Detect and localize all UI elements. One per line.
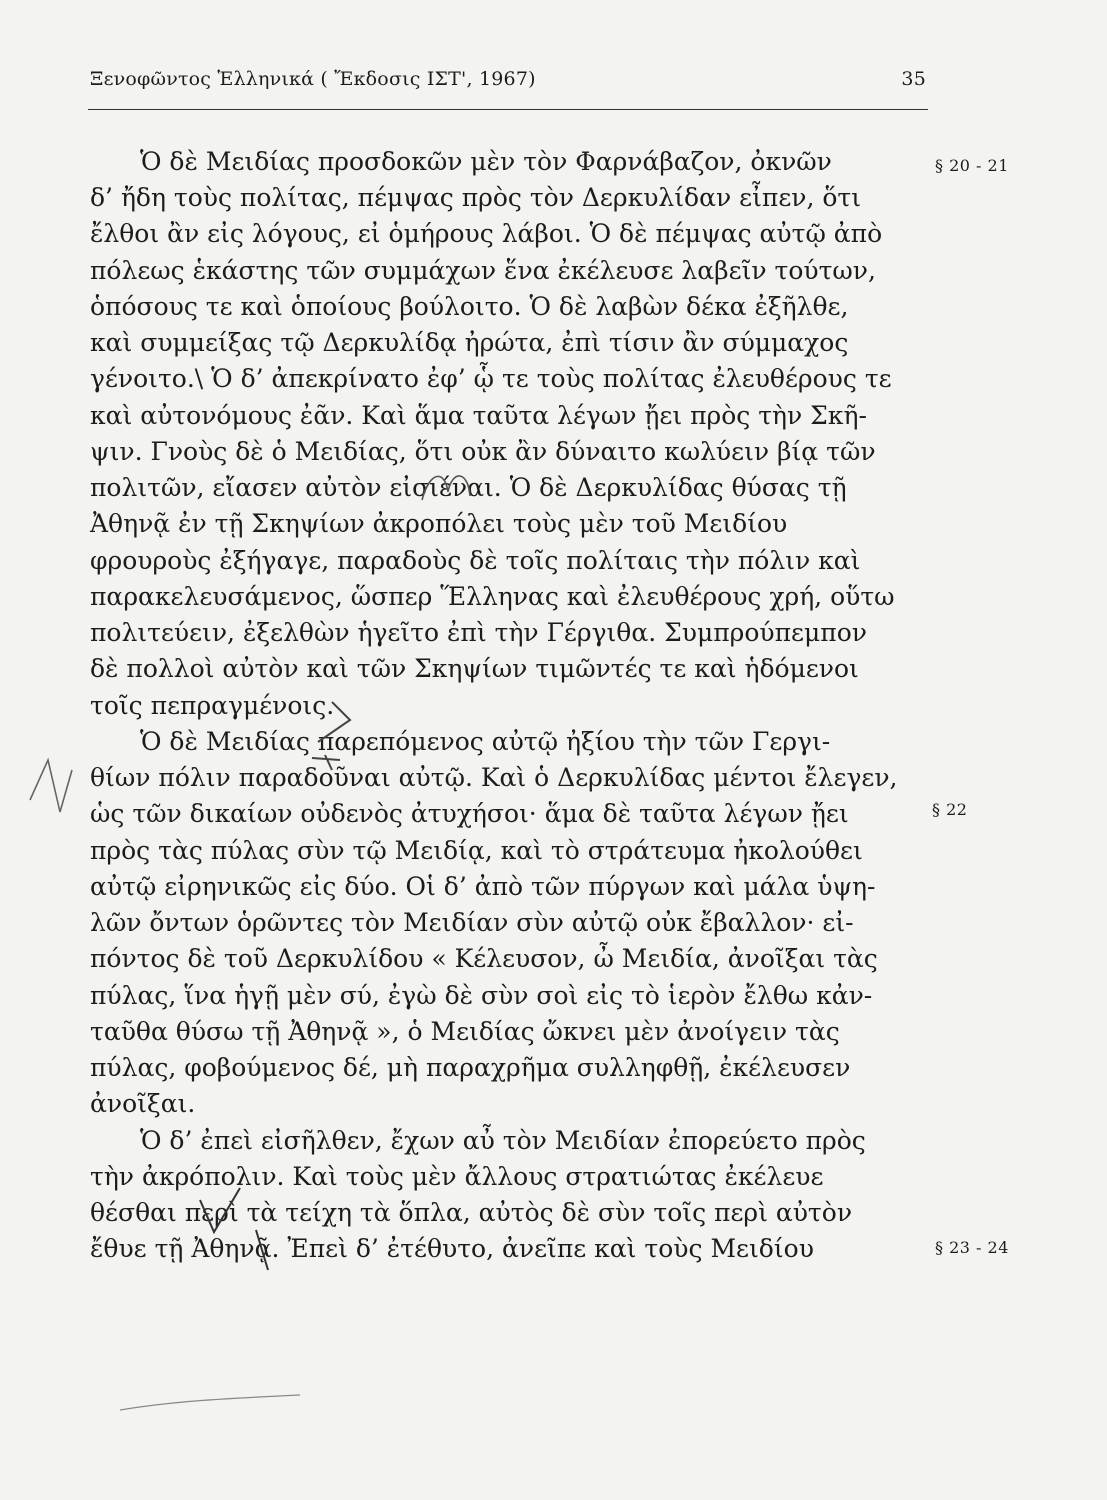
text-line: πολιτεύειν, ἐξελθὼν ἡγεῖτο ἐπὶ τὴν Γέργιθα. Συμπρούπεμπον — [90, 618, 867, 647]
text-line: Ὁ δὲ Μειδίας προσδοκῶν μὲν τὸν Φαρνάβαζον, ὀκνῶν — [140, 147, 832, 176]
text-line: ἔλθοι ἂν εἰς λόγους, εἰ ὁμήρους λάβοι. Ὁ δὲ πέμψας αὐτῷ ἀπὸ — [90, 219, 883, 248]
running-head-title: Ξενοφῶντος Ἑλληνικά ( Ἔκδοσις ΙΣΤ', 1967) — [90, 68, 536, 90]
text-line: ψιν. Γνοὺς δὲ ὁ Μειδίας, ὅτι οὐκ ἂν δύναιτο κωλύειν βίᾳ τῶν — [90, 437, 876, 466]
text-line: πόλεως ἑκάστης τῶν συμμάχων ἕνα ἐκέλευσε λαβεῖν τούτων, — [90, 256, 876, 285]
text-line: πύλας, ἵνα ἡγῇ μὲν σύ, ἐγὼ δὲ σὺν σοὶ εἰς τὸ ἱερὸν ἔλθω κἀν- — [90, 981, 873, 1010]
text-line: ὁπόσους τε καὶ ὁποίους βούλοιτο. Ὁ δὲ λαβὼν δέκα ἐξῆλθε, — [90, 292, 849, 321]
text-line: τὴν ἀκρόπολιν. Καὶ τοὺς μὲν ἄλλους στρατιώτας ἐκέλευε — [90, 1162, 824, 1191]
text-line: τοῖς πεπραγμένοις. — [90, 691, 335, 720]
text-line: θέσθαι περὶ τὰ τείχη τὰ ὅπλα, αὐτὸς δὲ σὺν τοῖς περὶ αὐτὸν — [90, 1198, 853, 1227]
text-line: πολιτῶν, εἴασεν αὐτὸν εἰσιέναι. Ὁ δὲ Δερκυλίδας θύσας τῇ — [90, 473, 847, 502]
text-line: θίων πόλιν παραδοῦναι αὐτῷ. Καὶ ὁ Δερκυλίδας μέντοι ἔλεγεν, — [90, 763, 898, 792]
text-line: καὶ αὐτονόμους ἐᾶν. Καὶ ἅμα ταῦτα λέγων ᾔει πρὸς τὴν Σκῆ- — [90, 401, 867, 430]
text-line: αὐτῷ εἰρηνικῶς εἰς δύο. Οἱ δ’ ἀπὸ τῶν πύργων καὶ μάλα ὑψη- — [90, 872, 876, 901]
text-line: ὡς τῶν δικαίων οὐδενὸς ἀτυχήσοι· ἅμα δὲ ταῦτα λέγων ᾔει — [90, 799, 849, 828]
text-line: παρακελευσάμενος, ὥσπερ Ἕλληνας καὶ ἐλευθέρους χρή, οὕτω — [90, 582, 895, 611]
pencil-bracket — [30, 760, 72, 812]
pencil-stroke — [120, 1395, 300, 1410]
text-line: Ὁ δὲ Μειδίας παρεπόμενος αὐτῷ ἠξίου τὴν τῶν Γεργι- — [140, 727, 831, 756]
text-line: γένοιτο.\ Ὁ δ’ ἀπεκρίνατο ἐφ’ ᾧ τε τοὺς πολίτας ἐλευθέρους τε — [90, 364, 892, 393]
text-line: Ὁ δ’ ἐπεὶ εἰσῆλθεν, ἔχων αὖ τὸν Μειδίαν ἐπορεύετο πρὸς — [140, 1126, 866, 1155]
text-line: δὲ πολλοὶ αὐτὸν καὶ τῶν Σκηψίων τιμῶντές τε καὶ ἡδόμενοι — [90, 654, 859, 683]
text-line: ταῦθα θύσω τῇ Ἀθηνᾷ », ὁ Μειδίας ὤκνει μὲν ἀνοίγειν τὰς — [90, 1017, 840, 1046]
section-mark-20-21: § 20 - 21 — [935, 156, 1009, 175]
page-number: 35 — [901, 68, 926, 90]
running-head — [90, 68, 926, 90]
text-line: πύλας, φοβούμενος δέ, μὴ παραχρῆμα συλληφθῇ, ἐκέλευσεν — [90, 1053, 851, 1082]
header-rule — [88, 109, 928, 110]
text-line: πόντος δὲ τοῦ Δερκυλίδου « Κέλευσον, ὦ Μειδία, ἀνοῖξαι τὰς — [90, 944, 878, 973]
text-line: ἀνοῖξαι. — [90, 1089, 196, 1118]
text-line: λῶν ὄντων ὁρῶντες τὸν Μειδίαν σὺν αὐτῷ οὐκ ἔβαλλον· εἰ- — [90, 908, 854, 937]
text-line: καὶ συμμείξας τῷ Δερκυλίδᾳ ἠρώτα, ἐπὶ τίσιν ἂν σύμμαχος — [90, 328, 849, 357]
text-line: φρουροὺς ἐξήγαγε, παραδοὺς δὲ τοῖς πολίταις τὴν πόλιν καὶ — [90, 546, 861, 575]
text-line: πρὸς τὰς πύλας σὺν τῷ Μειδίᾳ, καὶ τὸ στράτευμα ἠκολούθει — [90, 836, 863, 865]
text-line: Ἀθηνᾷ ἐν τῇ Σκηψίων ἀκροπόλει τοὺς μὲν τοῦ Μειδίου — [90, 509, 788, 538]
section-mark-23-24: § 23 - 24 — [935, 1238, 1009, 1257]
text-line: ἔθυε τῇ Ἀθηνᾷ. Ἐπεὶ δ’ ἐτέθυτο, ἀνεῖπε καὶ τοὺς Μειδίου — [90, 1234, 814, 1263]
text-line: δ’ ἤδη τοὺς πολίτας, πέμψας πρὸς τὸν Δερκυλίδαν εἶπεν, ὅτι — [90, 183, 862, 212]
section-mark-22: § 22 — [932, 800, 968, 819]
